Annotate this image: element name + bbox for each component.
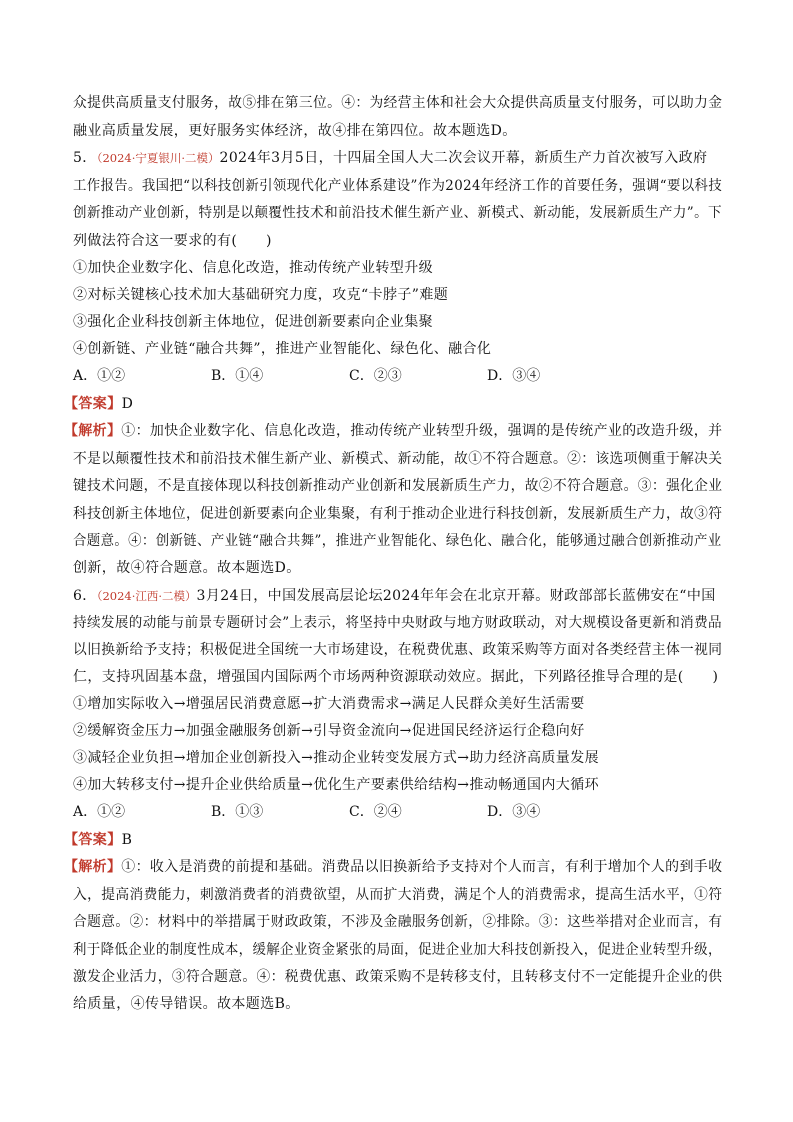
q6-option-d: D．③④ [487, 804, 541, 820]
question-number: 6． [73, 588, 97, 604]
answer-label: 【答案】 [64, 832, 122, 848]
q6-option-b: B．①③ [211, 804, 264, 820]
q6-analysis-line: 激发企业活力，③符合题意。④：税费优惠、政策采购不是转移支付，且转移支付不一定能提升企业的供 [73, 969, 723, 985]
q5-analysis-line: 键技术问题，不是直接体现以科技创新推动产业创新和发展新质生产力，故②不符合题意。③：强化企业 [73, 478, 723, 494]
answer-value: B [121, 832, 133, 848]
q5-item: ②对标关键核心技术加大基础研究力度，攻克“卡脖子”难题 [73, 287, 449, 303]
q6-option-a: A．①② [73, 804, 126, 820]
analysis-text: ①：加快企业数字化、信息化改造，推动传统产业转型升级，强调的是传统产业的改造升级，并 [121, 423, 723, 439]
q6-item: ④加大转移支付→提升企业供给质量→优化生产要素供给结构→推动畅通国内大循环 [73, 777, 599, 793]
analysis-text: ①：收入是消费的前提和基础。消费品以旧换新给予支持对个人而言，有利于增加个人的到手收 [121, 859, 723, 875]
stem-text: 3月24日，中国发展高层论坛2024年年会在北京开幕。财政部部长蓝佛安在“中国 [196, 588, 716, 604]
analysis-label: 【解析】 [64, 423, 122, 439]
answer-label: 【答案】 [64, 396, 122, 412]
q6-item: ①增加实际收入→增强居民消费意愿→扩大消费需求→满足人民群众美好生活需要 [73, 696, 585, 712]
q5-answer [64, 395, 133, 413]
q5-item: ③强化企业科技创新主体地位，促进创新要素向企业集聚 [73, 314, 433, 330]
q5-option-d: D．③④ [487, 368, 541, 384]
q5-analysis-line: 科技创新主体地位，促进创新要素向企业集聚，有利于推动企业进行科技创新，发展新质生产力，故③符 [73, 506, 723, 522]
q5-item: ④创新链、产业链“融合共舞”，推进产业智能化、绿色化、融合化 [73, 341, 492, 357]
question-source: （2024·江西·二模） [96, 589, 197, 603]
q5-analysis-line: 创新，故④符合题意。故本题选D。 [73, 560, 301, 576]
stem-text: 2024年3月5日，十四届全国人大二次会议开幕，新质生产力首次被写入政府 [219, 150, 708, 166]
q5-stem-line-1 [73, 149, 707, 167]
q6-stem-line: 持续发展的动能与前景专题研讨会”上表示，将坚持中央财政与地方财政联动，对大规模设备更新和消费品 [73, 615, 722, 631]
q6-analysis-line-1 [64, 858, 722, 876]
question-source: （2024·宁夏银川·二模） [96, 151, 220, 165]
question-number: 5． [73, 150, 97, 166]
answer-value: D [121, 396, 134, 412]
q5-analysis-line: 合题意。④：创新链、产业链“融合共舞”，推进产业智能化、绿色化、融合化，能够通过融合创新推动产业 [73, 533, 722, 549]
q6-item: ③减轻企业负担→增加企业创新投入→推动企业转变发展方式→助力经济高质量发展 [73, 750, 599, 766]
q5-option-c: C．②③ [349, 368, 402, 384]
q5-stem-line: 工作报告。我国把“以科技创新引领现代化产业体系建设”作为2024年经济工作的首要任务，强调“要以科技 [73, 178, 723, 194]
q6-analysis-line: 给质量，④传导错误。故本题选B。 [73, 996, 300, 1012]
q6-analysis-line: 利于降低企业的制度性成本，缓解企业资金紧张的局面，促进企业加大科技创新投入，促进企业转型升级， [73, 942, 722, 958]
q5-option-a: A．①② [73, 368, 126, 384]
q6-analysis-line: 合题意。②：材料中的举措属于财政政策，不涉及金融服务创新，②排除。③：这些举措对企业而言，有 [73, 914, 723, 930]
q6-stem-line-1 [73, 587, 716, 605]
q5-item: ①加快企业数字化、信息化改造，推动传统产业转型升级 [73, 260, 433, 276]
q5-option-b: B．①④ [211, 368, 264, 384]
q5-analysis-line-1 [64, 422, 722, 440]
analysis-label: 【解析】 [64, 859, 122, 875]
q6-analysis-line: 入，提高消费能力，刺激消费者的消费欲望，从而扩大消费，满足个人的消费需求，提高生活水平，①符 [73, 887, 723, 903]
q6-option-c: C．②④ [349, 804, 402, 820]
q6-item: ②缓解资金压力→加强金融服务创新→引导资金流向→促进国民经济运行企稳向好 [73, 723, 585, 739]
q6-stem-line: 以旧换新给予支持；积极促进全国统一大市场建设，在税费优惠、政策采购等方面对各类经营主体一视同 [73, 642, 723, 658]
q5-stem-line: 列做法符合这一要求的有( ) [73, 233, 272, 249]
q5-analysis-line: 不是以颠覆性技术和前沿技术催生新产业、新模式、新动能，故①不符合题意。②：该选项侧重于解决关 [73, 451, 723, 467]
intro-line: 融业高质量发展，更好服务实体经济，故④排在第四位。故本题选D。 [73, 123, 517, 139]
q5-stem-line: 创新推动产业创新，特别是以颠覆性技术和前沿技术催生新产业、新模式、新动能，发展新质生产力”。下 [73, 205, 722, 221]
q6-stem-line: 仁，支持巩固基本盘，增强国内国际两个市场两种资源联动效应。据此，下列路径推导合理的是( ) [73, 669, 719, 685]
q6-answer [64, 831, 132, 849]
intro-line: 众提供高质量支付服务，故⑤排在第三位。④：为经营主体和社会大众提供高质量支付服务，可以助力金 [73, 95, 723, 111]
